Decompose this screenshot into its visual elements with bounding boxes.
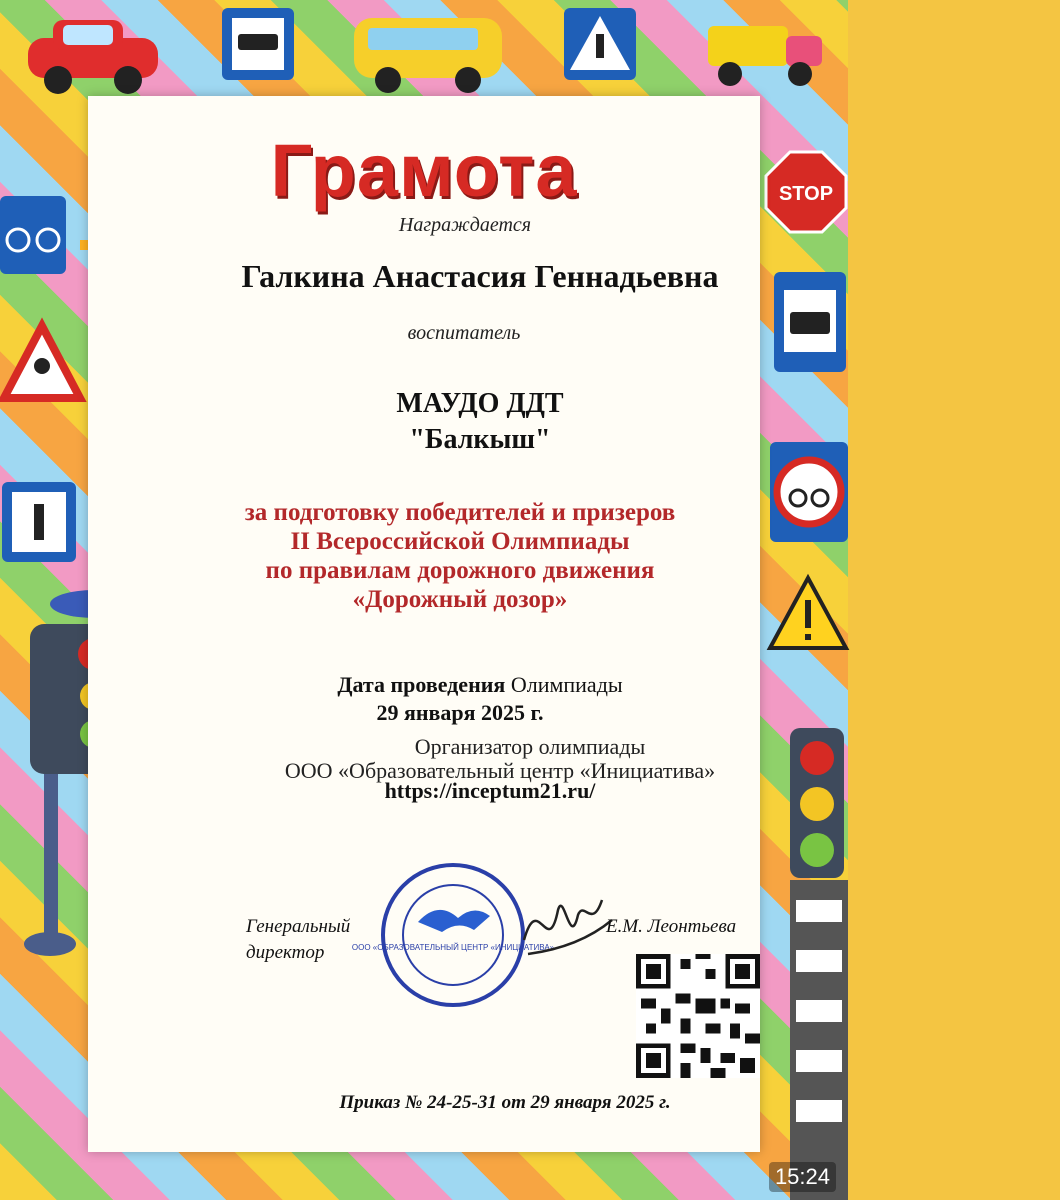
- date-label: [0, 672, 960, 698]
- date-label-bold: Дата проведения: [337, 672, 506, 697]
- stamp-icon: [351, 860, 555, 1010]
- certificate-title: Грамота: [270, 129, 578, 212]
- car-icon: [18, 8, 168, 98]
- organizer-label: Организатор олимпиады: [414, 734, 646, 759]
- recipient-position: воспитатель: [407, 322, 521, 344]
- director-title-line1: Генеральный: [246, 916, 351, 937]
- organization-line1: МАУДО ДДТ: [396, 388, 564, 419]
- bus-sign-icon: [218, 4, 298, 84]
- recipient-name: Галкина Анастасия Геннадьевна: [241, 258, 719, 294]
- signature-icon: [518, 880, 618, 970]
- svg-text:STOP: STOP: [778, 183, 834, 205]
- organizer-url[interactable]: https://inceptum21.ru/: [384, 778, 596, 803]
- director-title-line2: директор: [246, 942, 325, 963]
- reason-line: «Дорожный дозор»: [352, 586, 568, 613]
- reason-line: за подготовку победителей и призеров: [244, 499, 676, 526]
- stamp-text: ООО «ОБРАЗОВАТЕЛЬНЫЙ ЦЕНТР «ИНИЦИАТИВА»: [351, 943, 555, 952]
- organizer-name: ООО «Образовательный центр «Инициатива»: [284, 758, 716, 783]
- order-line: Приказ № 24-25-31 от 29 января 2025 г.: [339, 1092, 671, 1113]
- awarded-label: Награждается: [398, 214, 532, 236]
- reason-line: по правилам дорожного движения: [265, 557, 655, 584]
- truck-icon: [700, 6, 830, 96]
- crosswalk-stripes: [790, 880, 848, 1200]
- organization-line2: "Балкыш": [409, 424, 551, 455]
- school-bus-icon: [348, 8, 508, 98]
- qr-code-icon[interactable]: [636, 954, 760, 1078]
- award-reason: [0, 498, 920, 614]
- reason-line: II Всероссийской Олимпиады: [290, 528, 630, 555]
- date-label-rest: Олимпиады: [505, 672, 623, 697]
- status-time: 15:24: [769, 1162, 836, 1192]
- signer-name: Е.М. Леонтьева: [606, 916, 737, 937]
- date-value: 29 января 2025 г.: [376, 700, 544, 725]
- crosswalk-sign-icon: [560, 4, 640, 84]
